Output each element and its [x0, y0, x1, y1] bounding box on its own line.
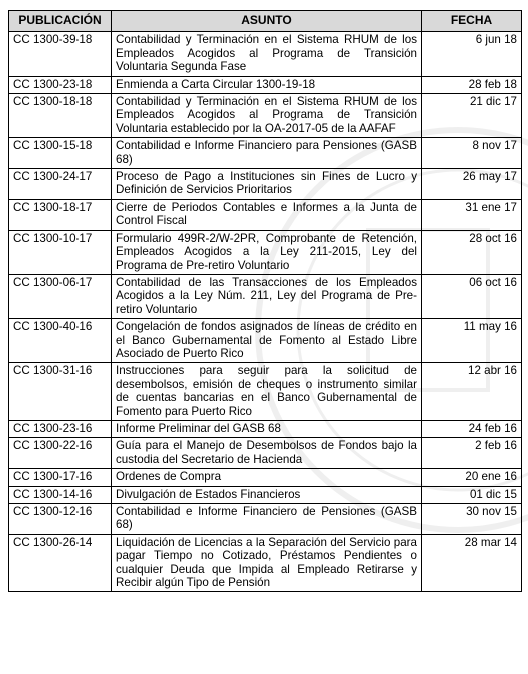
table-row — [9, 504, 522, 535]
publication-date: 6 jun 18 — [422, 32, 522, 76]
publication-id: CC 1300-12-16 — [9, 504, 112, 535]
table-row — [9, 199, 522, 230]
publication-subject: Guía para el Manejo de Desembolsos de Fondos bajo la custodia del Secretario de Hacienda — [112, 438, 422, 469]
publication-id: CC 1300-06-17 — [9, 274, 112, 318]
header-asunto: ASUNTO — [112, 11, 422, 32]
publication-id: CC 1300-24-17 — [9, 169, 112, 200]
publication-subject: Liquidación de Licencias a la Separación del Servicio para pagar Tiempo no Cotizado, Préstamos Pendientes o cualquier Deuda que Impida al Empleado Retirarse y Recibir algún Tipo de Pensión — [112, 534, 422, 592]
table-row — [9, 169, 522, 200]
publication-subject: Contabilidad e Informe Financiero para Pensiones (GASB 68) — [112, 138, 422, 169]
publication-id: CC 1300-17-16 — [9, 469, 112, 486]
publication-date: 30 nov 15 — [422, 504, 522, 535]
publication-subject: Congelación de fondos asignados de líneas de crédito en el Banco Gubernamental de Fomento al Estado Libre Asociado de Puerto Rico — [112, 319, 422, 363]
publication-id: CC 1300-23-18 — [9, 76, 112, 93]
table-row — [9, 486, 522, 503]
publication-id: CC 1300-39-18 — [9, 32, 112, 76]
table-row — [9, 274, 522, 318]
publication-subject: Proceso de Pago a Instituciones sin Fines de Lucro y Definición de Servicios Prioritarios — [112, 169, 422, 200]
publication-subject: Contabilidad de las Transacciones de los Empleados Acogidos a la Ley Núm. 211, Ley del Programa de Pre-retiro Voluntario — [112, 274, 422, 318]
publication-date: 28 feb 18 — [422, 76, 522, 93]
table-row — [9, 469, 522, 486]
publication-date: 28 mar 14 — [422, 534, 522, 592]
publication-id: CC 1300-26-14 — [9, 534, 112, 592]
table-row — [9, 534, 522, 592]
table-row — [9, 319, 522, 363]
table-row — [9, 138, 522, 169]
publication-date: 11 may 16 — [422, 319, 522, 363]
publication-subject: Instrucciones para seguir para la solicitud de desembolsos, emisión de cheques o instrumento similar de cuentas bancarias en el Banco Gubernamental de Fomento para Puerto Rico — [112, 363, 422, 421]
publication-date: 20 ene 16 — [422, 469, 522, 486]
publication-date: 28 oct 16 — [422, 230, 522, 274]
table-row — [9, 420, 522, 437]
table-row — [9, 363, 522, 421]
publication-subject: Cierre de Periodos Contables e Informes a la Junta de Control Fiscal — [112, 199, 422, 230]
table-row — [9, 94, 522, 138]
publication-subject: Ordenes de Compra — [112, 469, 422, 486]
header-publicacion: PUBLICACIÓN — [9, 11, 112, 32]
publication-id: CC 1300-18-18 — [9, 94, 112, 138]
table-row — [9, 438, 522, 469]
table-row — [9, 32, 522, 76]
publication-id: CC 1300-22-16 — [9, 438, 112, 469]
publication-subject: Informe Preliminar del GASB 68 — [112, 420, 422, 437]
publication-id: CC 1300-31-16 — [9, 363, 112, 421]
publication-date: 8 nov 17 — [422, 138, 522, 169]
publication-subject: Contabilidad y Terminación en el Sistema RHUM de los Empleados Acogidos al Programa de Transición Voluntaria establecido por la OA-2017-05 de la AAFAF — [112, 94, 422, 138]
table-row — [9, 76, 522, 93]
publication-date: 21 dic 17 — [422, 94, 522, 138]
publications-table — [8, 10, 522, 592]
publication-id: CC 1300-23-16 — [9, 420, 112, 437]
publication-date: 24 feb 16 — [422, 420, 522, 437]
publication-id: CC 1300-10-17 — [9, 230, 112, 274]
publication-id: CC 1300-14-16 — [9, 486, 112, 503]
publication-date: 2 feb 16 — [422, 438, 522, 469]
publication-id: CC 1300-15-18 — [9, 138, 112, 169]
publication-subject: Divulgación de Estados Financieros — [112, 486, 422, 503]
publication-date: 12 abr 16 — [422, 363, 522, 421]
publication-subject: Enmienda a Carta Circular 1300-19-18 — [112, 76, 422, 93]
table-row — [9, 230, 522, 274]
publication-subject: Contabilidad e Informe Financiero de Pensiones (GASB 68) — [112, 504, 422, 535]
publication-date: 26 may 17 — [422, 169, 522, 200]
publication-date: 31 ene 17 — [422, 199, 522, 230]
publication-date: 06 oct 16 — [422, 274, 522, 318]
header-fecha: FECHA — [422, 11, 522, 32]
publication-id: CC 1300-40-16 — [9, 319, 112, 363]
publication-subject: Formulario 499R-2/W-2PR, Comprobante de Retención, Empleados Acogidos a la Ley 211-2015, Ley del Programa de Pre-retiro Voluntario — [112, 230, 422, 274]
publication-date: 01 dic 15 — [422, 486, 522, 503]
publication-id: CC 1300-18-17 — [9, 199, 112, 230]
publication-subject: Contabilidad y Terminación en el Sistema RHUM de los Empleados Acogidos al Programa de Transición Voluntaria Segunda Fase — [112, 32, 422, 76]
header-row — [9, 11, 522, 32]
